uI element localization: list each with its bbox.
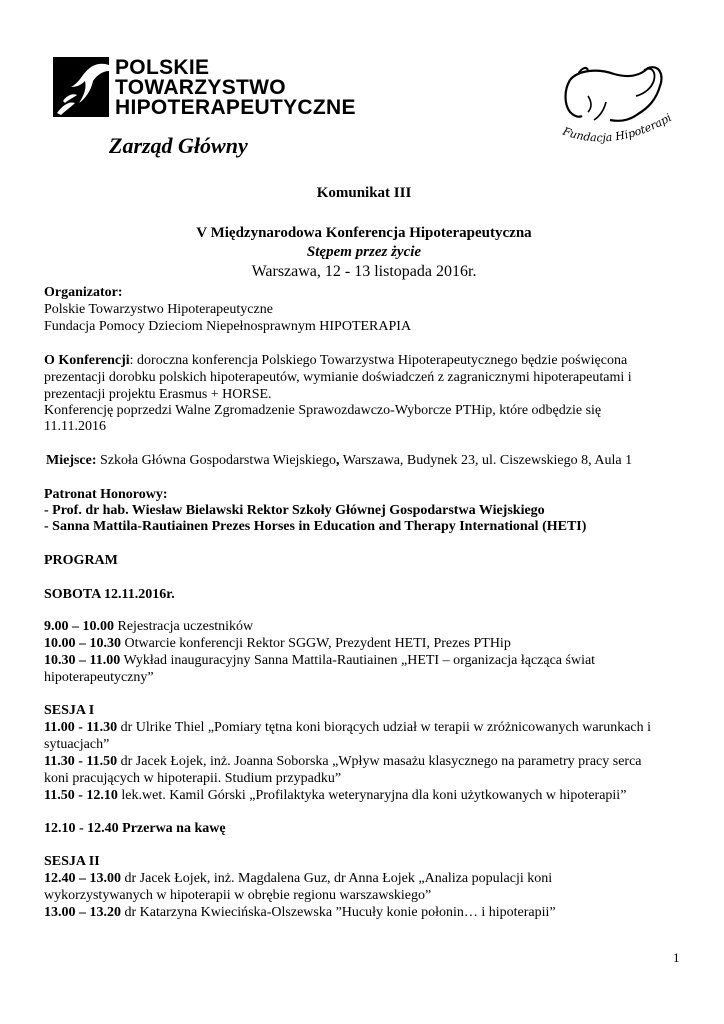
venue-line: Miejsce: Szkoła Główna Gospodarstwa Wiejskiego, Warszawa, Budynek 23, ul. Ciszewskiego 8, Aula 1 xyxy=(46,453,633,468)
program-item-cont: hipoterapeutyczny” xyxy=(44,670,154,685)
org-name-line2: TOWARZYSTWO xyxy=(115,76,286,99)
program-item: 9.00 – 10.00 Rejestracja uczestników xyxy=(44,619,254,634)
program-day: SOBOTA 12.11.2016r. xyxy=(44,587,175,602)
foundation-logo xyxy=(548,50,678,170)
patronage-item: - Sanna Mattila-Rautiainen Prezes Horses in Education and Therapy International (HETI) xyxy=(44,519,587,534)
org-subtitle: Zarząd Główny xyxy=(109,133,248,158)
about-paragraph: Konferencję poprzedzi Walne Zgromadzenie Sprawozdawczo-Wyborcze PTHip, które odbędzie się xyxy=(44,403,602,418)
coffee-break: 12.10 - 12.40 Przerwa na kawę xyxy=(44,821,226,836)
patronage-item: - Prof. dr hab. Wiesław Bielawski Rektor Szkoły Głównej Gospodarstwa Wiejskiego xyxy=(44,503,545,518)
about-paragraph: prezentacji projektu Erasmus + HORSE. xyxy=(44,387,272,402)
foundation-logo-text: Fundacja Hipoterapi xyxy=(560,111,674,145)
program-item-cont: sytuacjach” xyxy=(44,737,110,752)
program-item: 11.30 - 11.50 dr Jacek Łojek, inż. Joanna Soborska „Wpływ masażu klasycznego na parametry pracy serca xyxy=(44,754,642,769)
program-item-cont: koni pracujących w hipoterapii. Studium przypadku” xyxy=(44,771,342,786)
program-item: 11.50 - 12.10 lek.wet. Kamil Górski „Profilaktyka weterynaryjna dla koni użytkowanych w hipoterapii” xyxy=(44,788,627,803)
conference-title: V Międzynarodowa Konferencja Hipoterapeutyczna xyxy=(196,225,532,241)
horse-child-icon xyxy=(548,50,678,170)
program-item: 13.00 – 13.20 dr Katarzyna Kwiecińska-Olszewska ”Hucuły konie połonin… i hipoterapii” xyxy=(44,905,556,920)
communique-title: Komunikat III xyxy=(316,185,412,201)
organizer-heading: Organizator: xyxy=(44,285,123,300)
conference-place-date: Warszawa, 12 - 13 listopada 2016r. xyxy=(251,263,477,280)
program-heading: PROGRAM xyxy=(44,553,118,568)
patronage-heading: Patronat Honorowy: xyxy=(44,487,168,502)
about-paragraph: O Konferencji: doroczna konferencja Polskiego Towarzystwa Hipoterapeutycznego będzie poświęcona xyxy=(44,353,628,368)
organizer-line: Polskie Towarzystwo Hipoterapeutyczne xyxy=(44,302,273,317)
program-item-cont: wykorzystywanych w hipoterapii w obrębie regionu warszawskiego” xyxy=(44,888,432,903)
about-paragraph: 11.11.2016 xyxy=(44,419,106,434)
program-item: 10.30 – 11.00 Wykład inauguracyjny Sanna Mattila-Rautiainen „HETI – organizacja łącząca świat xyxy=(44,653,596,668)
session-heading: SESJA II xyxy=(44,854,100,869)
program-item: 11.00 - 11.30 dr Ulrike Thiel „Pomiary tętna koni biorących udział w terapii w zróżnicowanych warunkach i xyxy=(44,720,652,735)
page-number: 1 xyxy=(673,950,680,965)
organizer-line: Fundacja Pomocy Dzieciom Niepełnosprawnym HIPOTERAPIA xyxy=(44,319,412,334)
horse-logo-icon xyxy=(53,57,109,117)
org-name-line3: HIPOTERAPEUTYCZNE xyxy=(115,96,356,119)
about-paragraph: prezentacji dorobku polskich hipoterapeutów, wymianie doświadczeń z zagranicznymi hipoterapeutami i xyxy=(44,370,632,385)
pth-logo xyxy=(53,57,383,157)
program-item: 10.00 – 10.30 Otwarcie konferencji Rektor SGGW, Prezydent HETI, Prezes PTHip xyxy=(44,636,511,651)
session-heading: SESJA I xyxy=(44,703,95,718)
program-item: 12.40 – 13.00 dr Jacek Łojek, inż. Magdalena Guz, dr Anna Łojek „Analiza populacji koni xyxy=(44,871,553,886)
org-name-line1: POLSKIE xyxy=(115,56,210,79)
conference-motto: Stępem przez życie xyxy=(306,244,422,260)
